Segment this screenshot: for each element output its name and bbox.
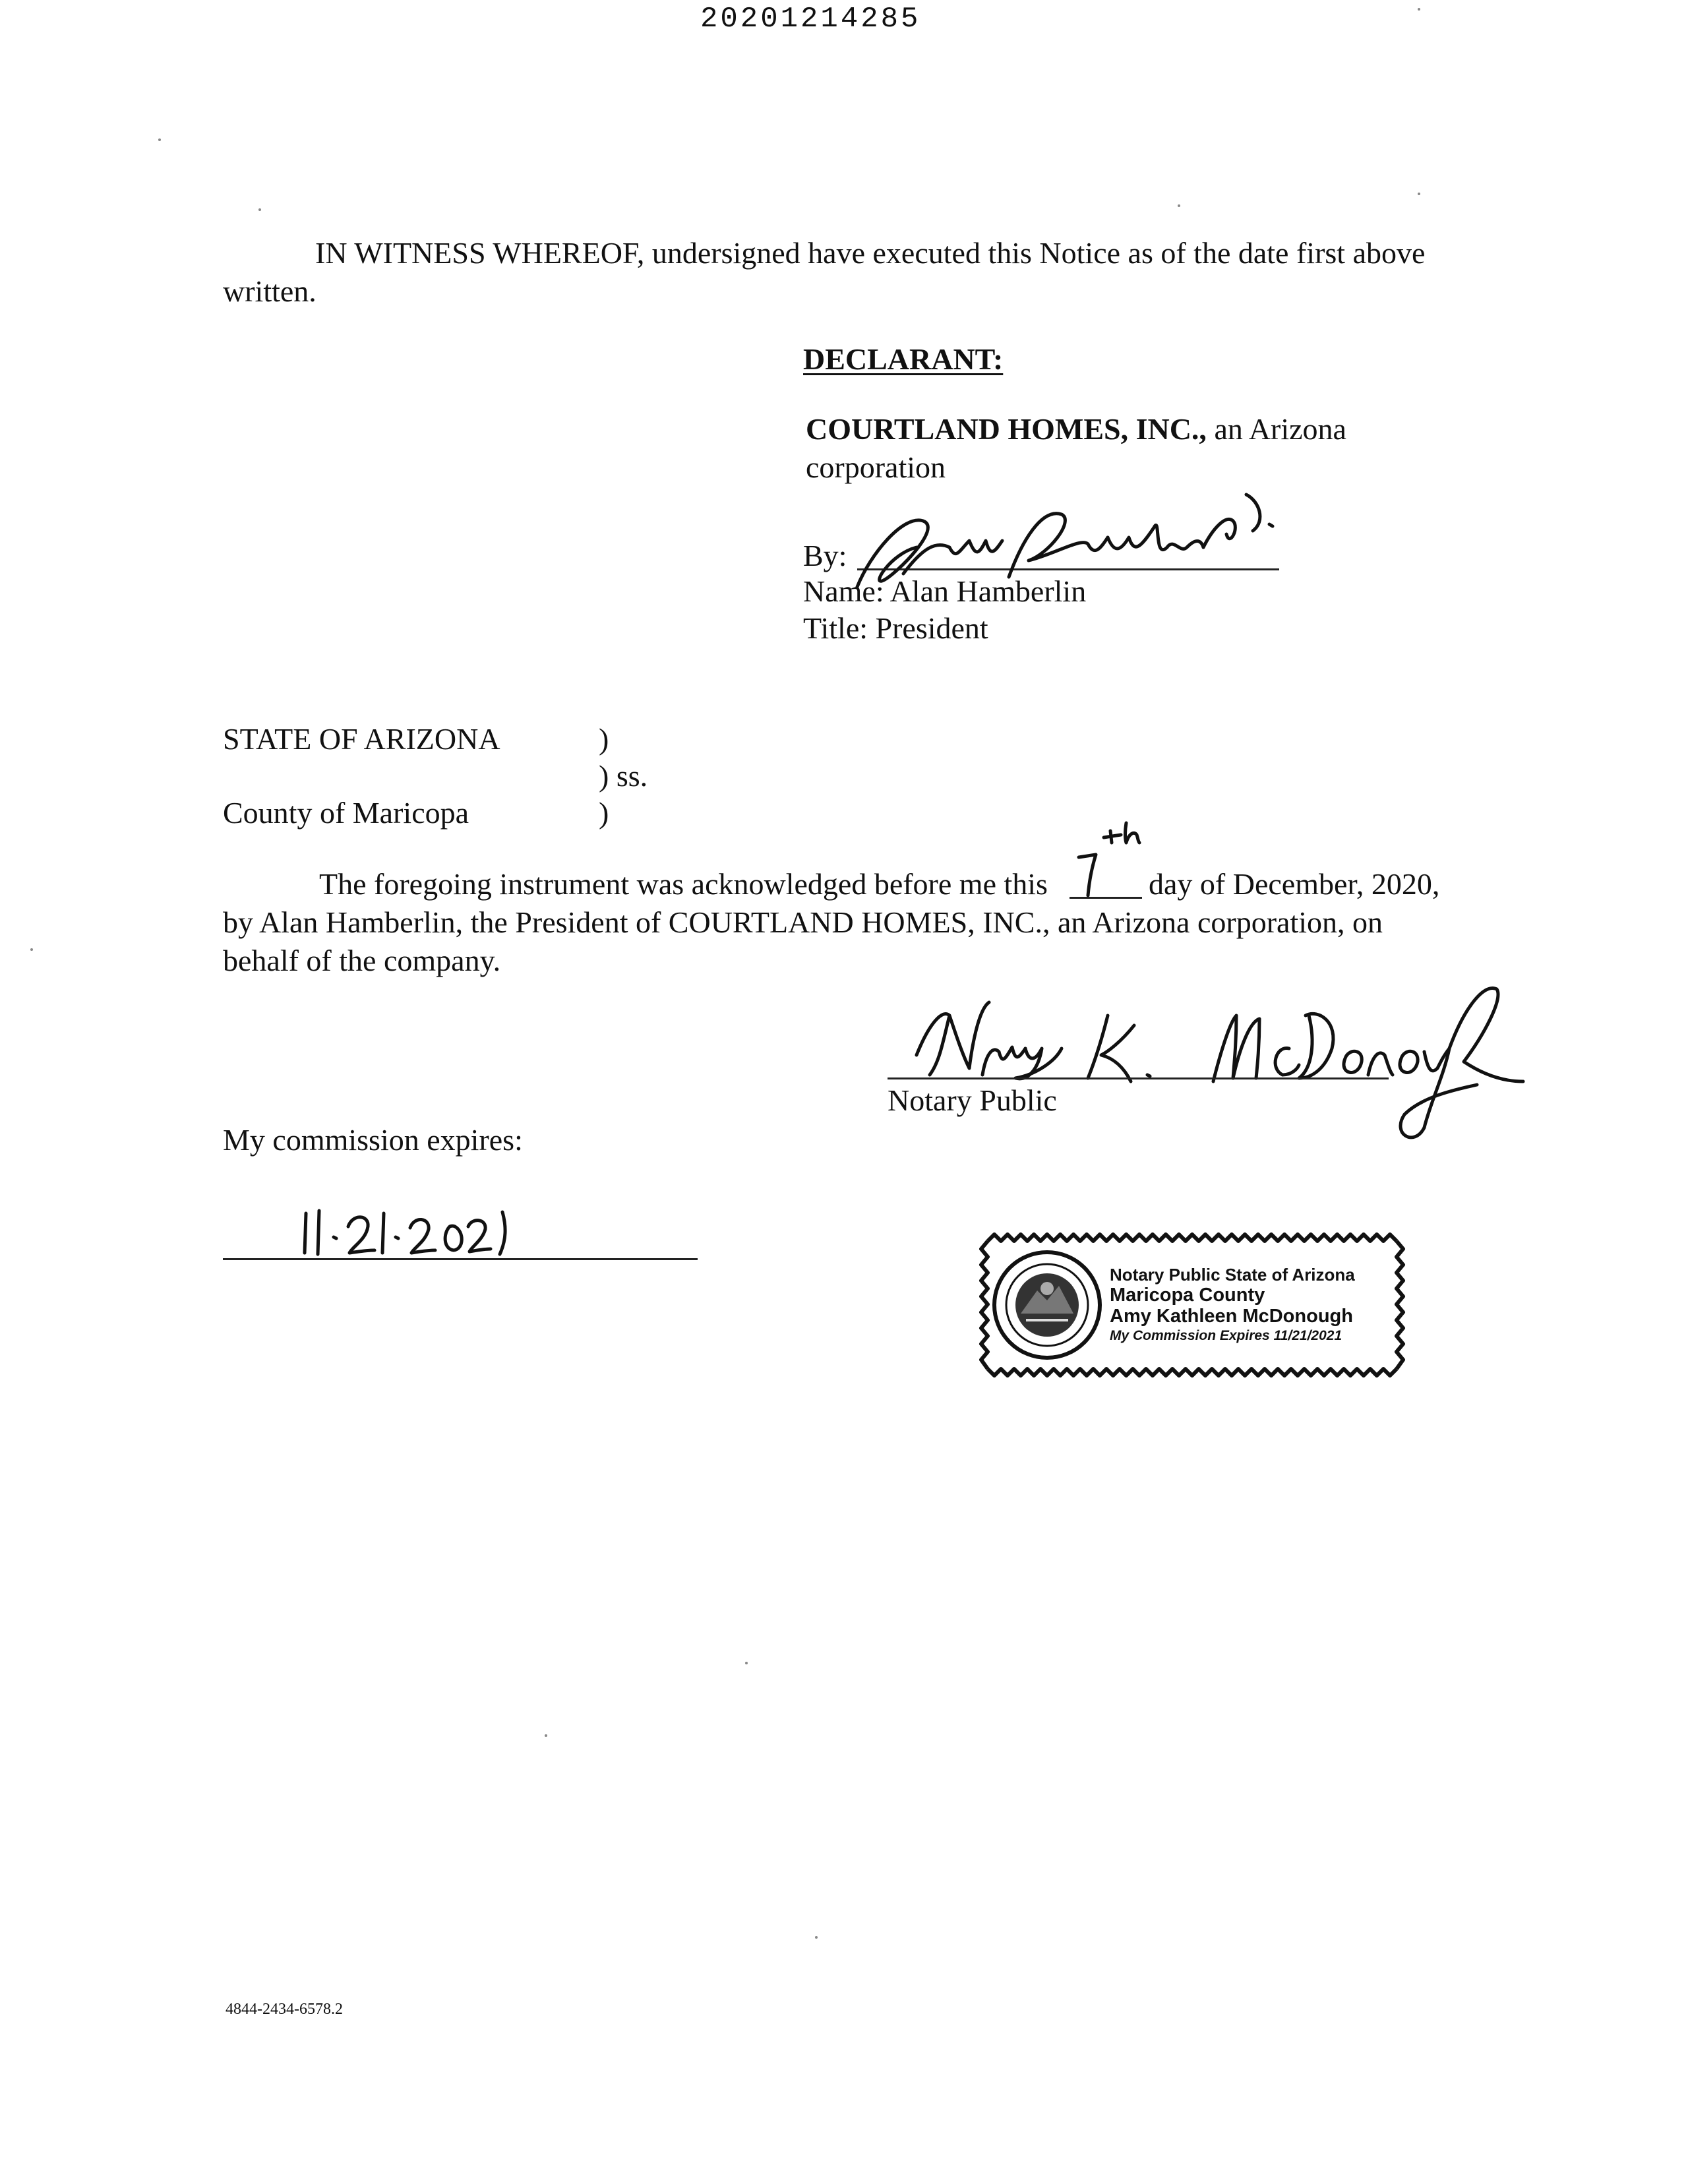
state-seal-icon	[994, 1252, 1100, 1358]
scan-speck	[545, 1734, 547, 1737]
stamp-line-2: Maricopa County	[1110, 1285, 1265, 1306]
footer-doc-id: 4844-2434-6578.2	[226, 2001, 343, 2018]
scan-speck	[30, 948, 33, 951]
signer-name: Name: Alan Hamberlin	[803, 574, 1087, 608]
commission-label: My commission expires:	[223, 1123, 523, 1157]
signer-title: Title: President	[803, 611, 988, 645]
scan-speck	[815, 1936, 818, 1939]
by-label: By:	[803, 539, 847, 572]
declarant-heading: DECLARANT:	[803, 342, 1004, 376]
scan-speck	[1418, 8, 1420, 11]
declarant-company-line-2: corporation	[806, 450, 946, 484]
notary-label: Notary Public	[888, 1083, 1057, 1117]
handwritten-day	[1070, 811, 1162, 903]
company-name: COURTLAND HOMES, INC.,	[806, 412, 1207, 446]
witness-line-1: IN WITNESS WHEREOF, undersigned have executed this Notice as of the date first above	[315, 236, 1426, 270]
declarant-company	[806, 410, 1346, 448]
declarant-signature	[844, 475, 1306, 600]
document-number: 20201214285	[700, 3, 921, 36]
scan-speck	[745, 1662, 748, 1664]
commission-date-line	[223, 1258, 698, 1260]
ack-line-1-a: The foregoing instrument was acknowledged before me this	[319, 867, 1048, 901]
notary-signature-line	[888, 1077, 1389, 1079]
ack-line-2: by Alan Hamberlin, the President of COURTLAND HOMES, INC., an Arizona corporation, on	[223, 905, 1383, 939]
venue-ss: ) ss.	[599, 759, 648, 793]
ack-line-1-b: day of December, 2020,	[1149, 867, 1440, 901]
venue-paren-3: )	[599, 796, 609, 830]
scan-speck	[1418, 193, 1420, 195]
commission-date-handwritten	[290, 1200, 514, 1266]
venue-paren-1: )	[599, 722, 609, 756]
stamp-line-1: Notary Public State of Arizona	[1110, 1265, 1355, 1285]
notary-stamp	[975, 1228, 1416, 1382]
scan-speck	[1178, 204, 1180, 207]
scan-speck	[158, 138, 161, 141]
company-state: an Arizona	[1206, 412, 1346, 446]
ack-line-3: behalf of the company.	[223, 944, 501, 977]
witness-line-2: written.	[223, 274, 316, 308]
venue-county: County of Maricopa	[223, 796, 469, 830]
stamp-line-3: Amy Kathleen McDonough	[1110, 1306, 1353, 1327]
scan-speck	[258, 208, 261, 211]
stamp-line-4: My Commission Expires 11/21/2021	[1110, 1328, 1342, 1343]
handwritten-day-text: 7th	[1070, 811, 1071, 812]
venue-state: STATE OF ARIZONA	[223, 722, 500, 756]
